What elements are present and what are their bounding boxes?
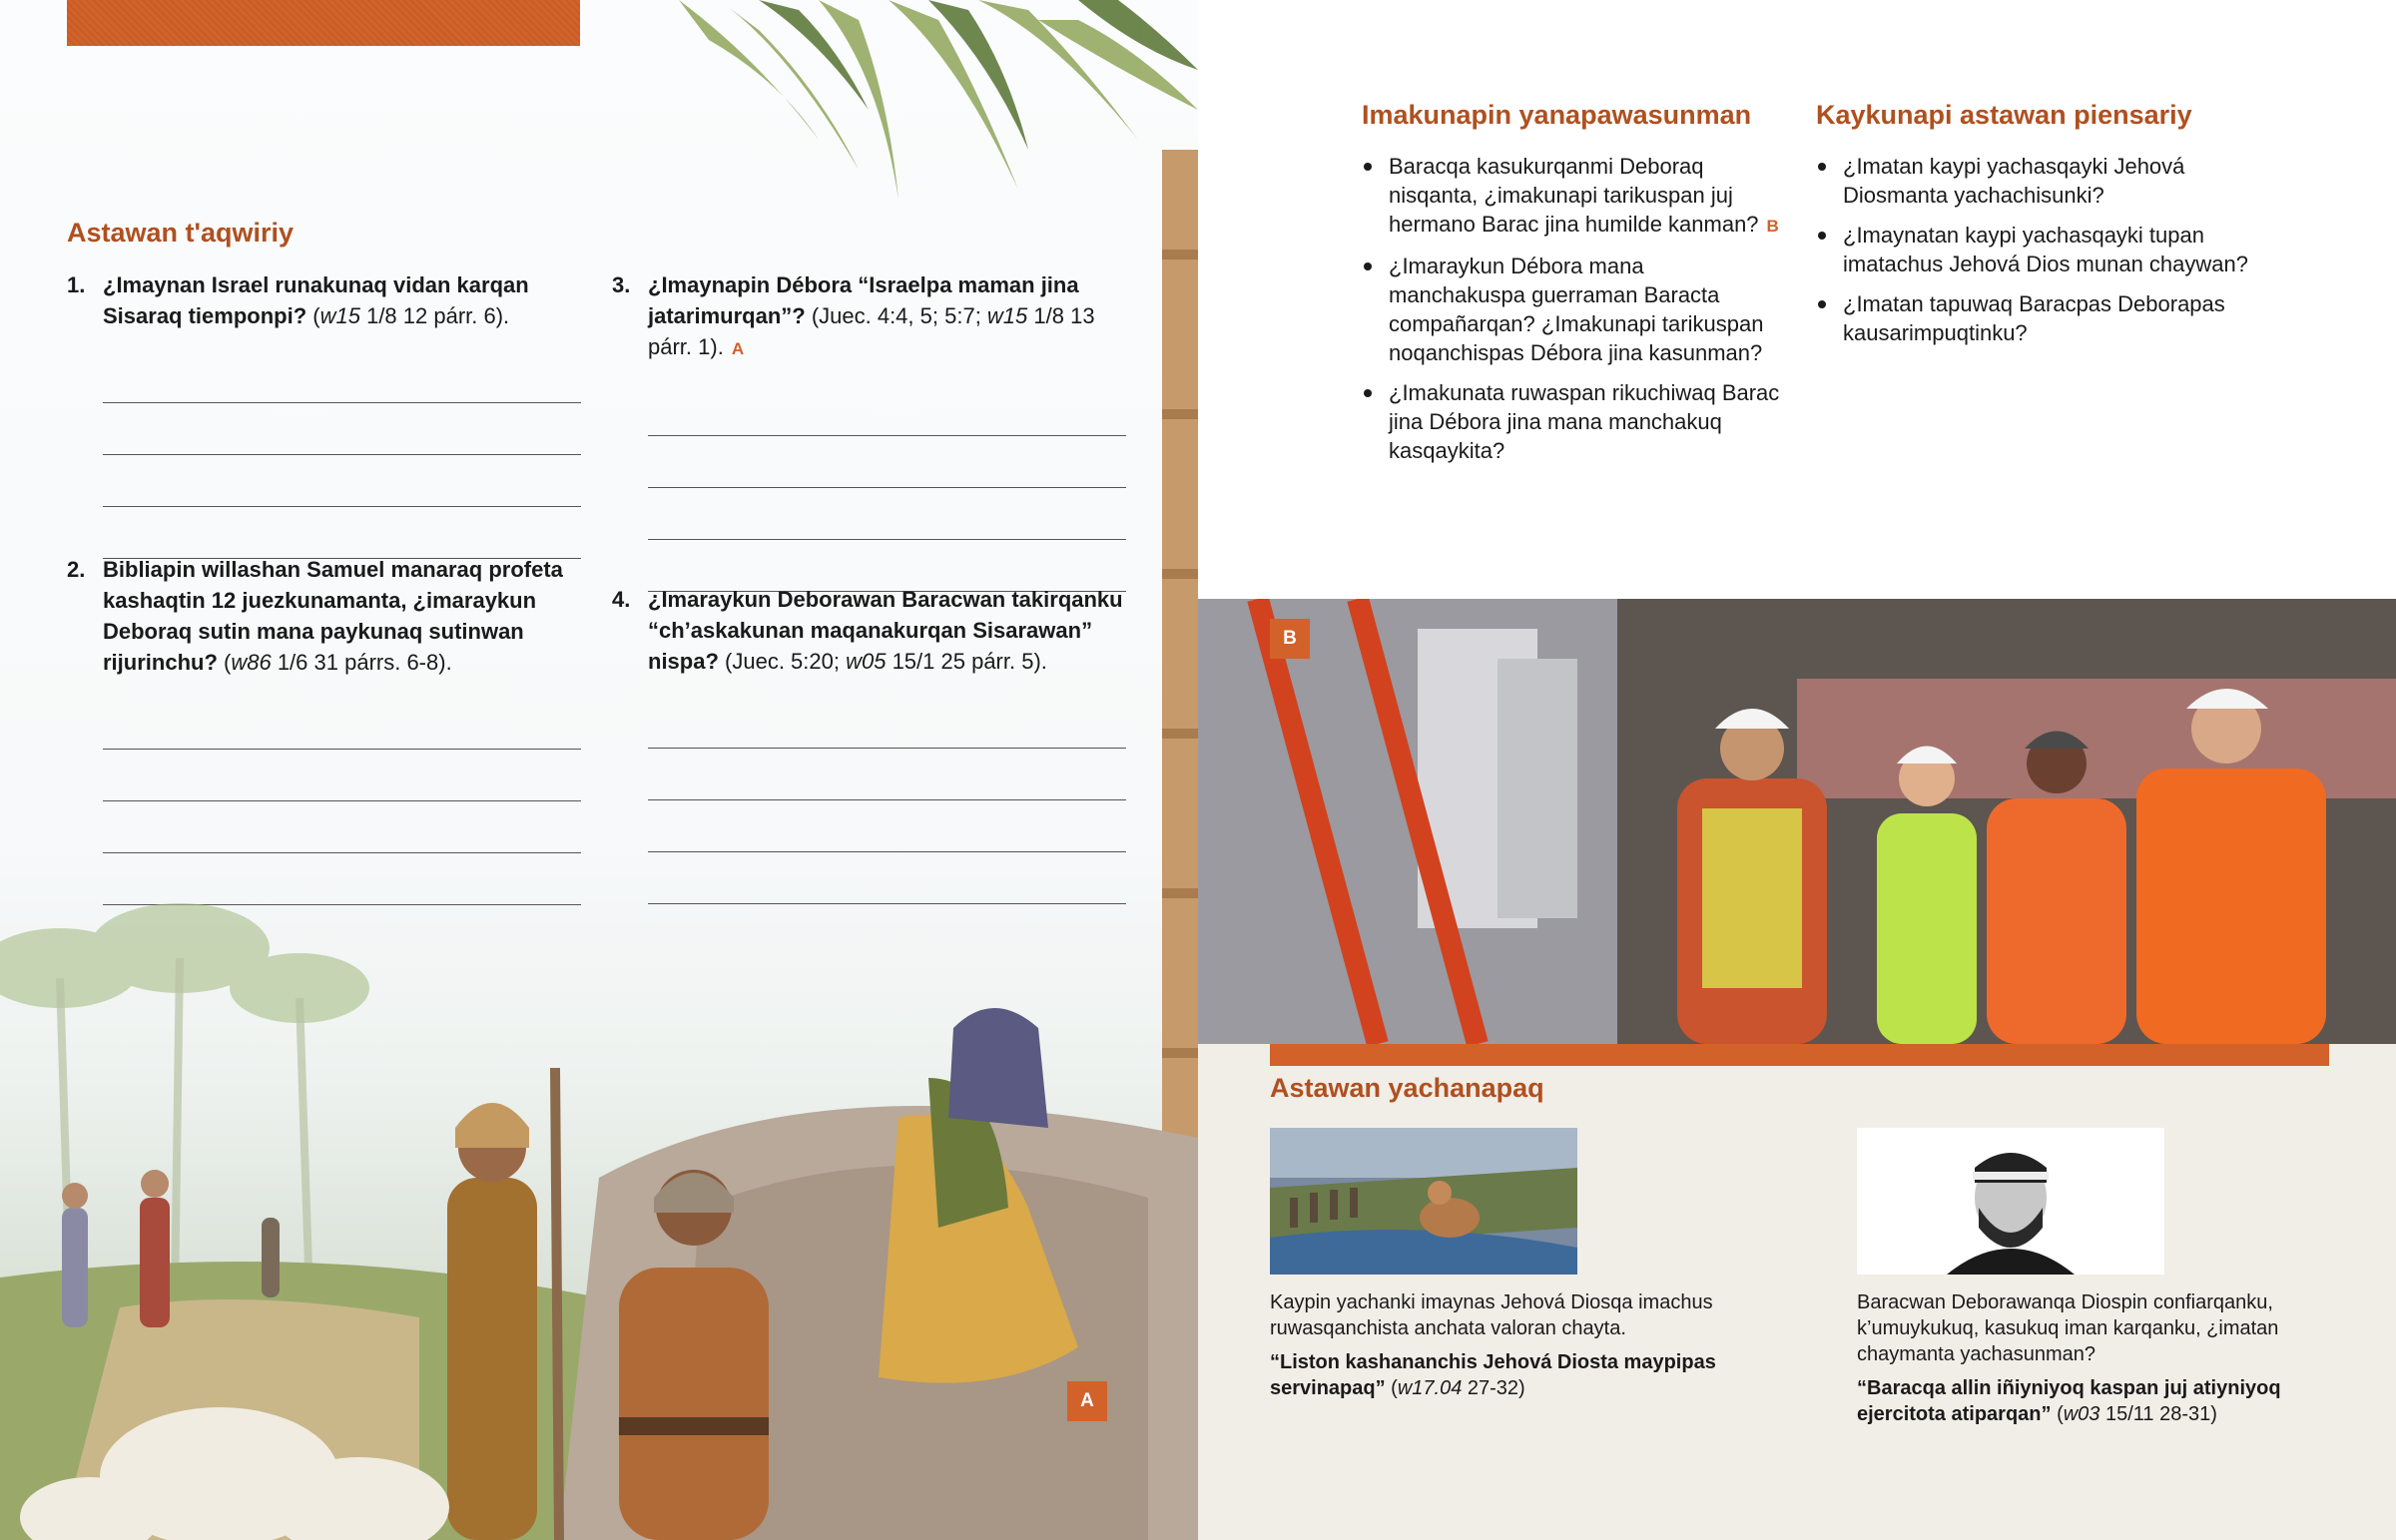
column-title: Kaykunapi astawan piensariy (1816, 100, 2192, 130)
image-label-badge: A (1067, 1381, 1107, 1421)
answer-lines[interactable] (648, 384, 1126, 592)
question-reference: (Juec. 4:4, 5; 5:7; w15 1/8 13 párr. 1). (648, 303, 1095, 359)
question-prompt: Bibliapin willashan Samuel manaraq profeta kashaqtin 12 juezkunamanta, ¿imaraykun Deboraq sutin mana paykunaq sutinwan rijurinchu? (103, 557, 563, 675)
list-item: Baracqa kasukurqanmi Deboraq nisqanta, ¿imakunapi tarikuspan juj hermano Barac jina humilde kanman? B (1362, 152, 1781, 241)
column-title: Imakunapin yanapawasunman (1362, 100, 1752, 130)
list-item: ¿Imatan tapuwaq Baracpas Deborapas kausarimpuqtinku? (1816, 289, 2255, 347)
question-number: 1. (67, 272, 86, 297)
deborah-scene-illustration (0, 878, 1198, 1540)
study-title: Astawan yachanapaq (1270, 1073, 1544, 1103)
question-reference: (w15 1/8 12 párr. 6). (306, 303, 510, 328)
question-text (103, 269, 581, 331)
answer-lines[interactable] (103, 698, 581, 905)
answer-lines[interactable] (648, 697, 1126, 904)
construction-workers-photo (1198, 599, 2396, 1044)
question-reference: (w86 1/6 31 párrs. 6-8). (217, 650, 452, 675)
study-item-2 (1857, 1289, 2326, 1427)
question-prompt: ¿Imaynan Israel runakunaq vidan karqan Sisaraq tiemponpi? (103, 272, 529, 328)
bullet-list (1362, 152, 1781, 476)
question-reference: (Juec. 5:20; w05 15/1 25 párr. 5). (718, 649, 1047, 674)
question-text (648, 269, 1126, 364)
study-item-description: Kaypin yachanki imaynas Jehová Diosqa imachus ruwasqanchista anchata valoran chayta. (1270, 1291, 1713, 1339)
question-number: 4. (612, 587, 631, 612)
question-text (103, 554, 581, 678)
list-item: ¿Imaynatan kaypi yachasqayki tupan imatachus Jehová Dios munan chaywan? (1816, 221, 2255, 278)
list-item: ¿Imatan kaypi yachasqayki Jehová Diosmanta yachachisunki? (1816, 152, 2255, 210)
battle-thumbnail[interactable] (1270, 1128, 1577, 1275)
question-prompt: ¿Imaynapin Débora “Israelpa maman jina jatarimurqan”? (648, 272, 1079, 328)
bullet-list (1816, 152, 2255, 358)
list-item: ¿Imakunata ruwaspan rikuchiwaq Barac jina Débora jina mana manchakuq kasqaykita? (1362, 378, 1781, 465)
study-item-article-link[interactable]: “Liston kashananchis Jehová Diosta maypipas servinapaq” (w17.04 27-32) (1270, 1351, 1716, 1399)
question-3 (612, 269, 1126, 592)
question-text (648, 584, 1126, 677)
question-2 (67, 554, 581, 905)
question-prompt: ¿Imaraykun Deborawan Baracwan takirqanku “ch’askakunan maqanakurqan Sisarawan” nispa? (648, 587, 1123, 674)
question-4 (612, 584, 1126, 904)
list-item: ¿Imaraykun Débora mana manchakuspa guerraman Baracta compañarqan? ¿Imakunapi tarikuspan noqanchispas Débora jina kasunman? (1362, 252, 1781, 367)
decorative-top-bar (67, 0, 580, 46)
image-marker: B (1766, 217, 1779, 236)
answer-lines[interactable] (103, 351, 581, 559)
study-item-1 (1270, 1289, 1739, 1401)
study-item-article-link[interactable]: “Baracqa allin iñiyniyoq kaspan juj atiyniyoq ejercitota atiparqan” (w03 15/11 28-31) (1857, 1377, 2281, 1425)
section-title: Astawan t'aqwiriy (67, 218, 294, 248)
image-marker: A (731, 339, 745, 358)
question-1 (67, 269, 581, 559)
study-item-description: Baracwan Deborawanqa Diospin confiarqanku, k’umuykukuq, kasukuq iman karqanku, ¿imatan chaymanta yachasunman? (1857, 1291, 2279, 1365)
question-number: 3. (612, 272, 631, 297)
study-header-bar (1270, 1044, 2329, 1066)
barak-portrait-thumbnail[interactable] (1857, 1128, 2164, 1275)
question-number: 2. (67, 557, 86, 582)
image-label-badge: B (1270, 619, 1310, 659)
palm-leaves-illustration (559, 0, 1198, 220)
right-page (1198, 0, 2396, 1540)
